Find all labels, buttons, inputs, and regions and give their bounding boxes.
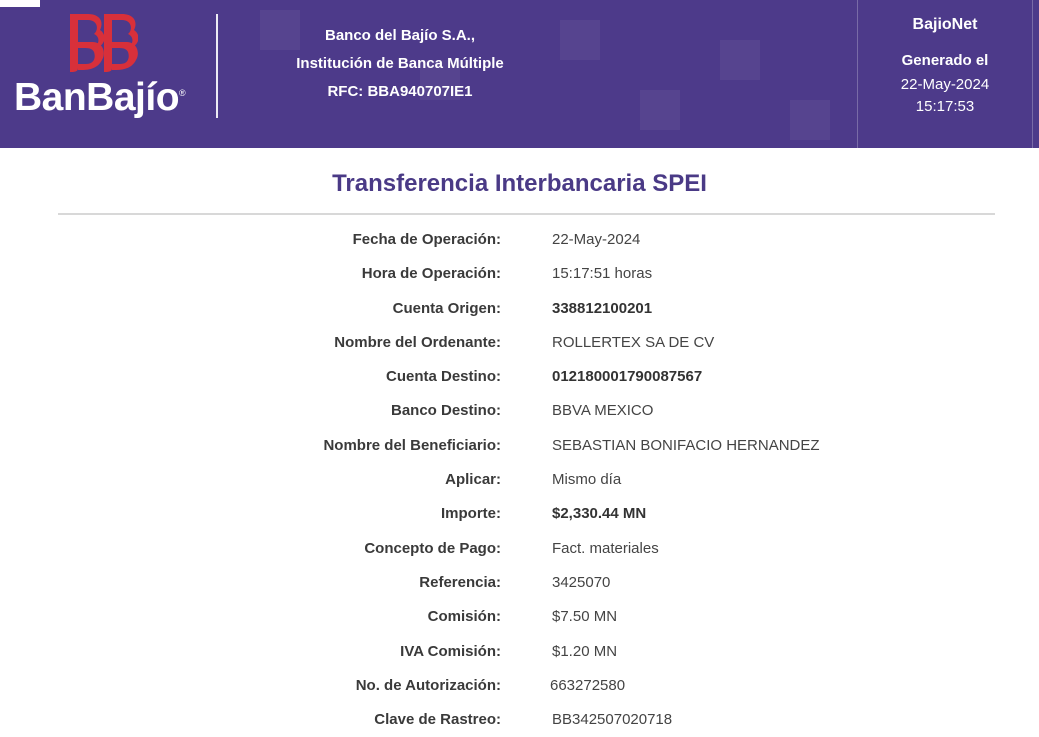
- field-value: BB342507020718: [552, 711, 673, 729]
- field-value: Mismo día: [552, 471, 622, 489]
- detail-row-ordenante: [0, 326, 1039, 360]
- field-value: 663272580: [550, 676, 626, 694]
- detail-row-importe: [0, 497, 1039, 531]
- detail-row-hora: [0, 257, 1039, 291]
- field-label: IVA Comisión:: [400, 642, 501, 660]
- banbajio-logo: [14, 12, 189, 122]
- field-label: Importe:: [441, 505, 501, 523]
- title-divider: [58, 213, 995, 215]
- field-value: $2,330.44 MN: [552, 505, 647, 523]
- detail-row-banco-destino: [0, 394, 1039, 428]
- service-name: BajioNet: [912, 16, 978, 33]
- bg-tile: [720, 40, 760, 80]
- header-banner: [0, 0, 1039, 148]
- detail-row-fecha: [0, 223, 1039, 257]
- generated-date: 22-May-2024: [900, 76, 990, 93]
- bg-tile: [640, 90, 680, 130]
- field-label: Aplicar:: [445, 471, 501, 489]
- detail-row-referencia: [0, 566, 1039, 600]
- field-label: Clave de Rastreo:: [374, 711, 501, 729]
- field-value: BBVA MEXICO: [552, 402, 654, 420]
- field-value: ROLLERTEX SA DE CV: [552, 333, 715, 351]
- detail-row-iva-comision: [0, 635, 1039, 669]
- field-value: $1.20 MN: [552, 642, 618, 660]
- field-label: Cuenta Destino:: [385, 368, 501, 386]
- field-label: Banco Destino:: [390, 402, 501, 420]
- field-value: 22-May-2024: [552, 231, 641, 248]
- bb-monogram-icon: [66, 12, 138, 74]
- detail-row-cuenta-destino: [0, 360, 1039, 394]
- field-value: Fact. materiales: [552, 539, 659, 557]
- field-value: 15:17:51 horas: [552, 265, 653, 283]
- corner-notch: [0, 0, 40, 7]
- field-label: Cuenta Origen:: [392, 299, 501, 317]
- detail-row-comision: [0, 600, 1039, 634]
- detail-row-aplicar: [0, 463, 1039, 497]
- bg-tile: [790, 100, 830, 140]
- brand-name: BanBajío®: [14, 76, 186, 119]
- bank-type: Institución de Banca Múltiple: [296, 55, 504, 72]
- bank-legal-name: Banco del Bajío S.A.,: [324, 27, 476, 44]
- field-label: Concepto de Pago:: [364, 539, 501, 557]
- header-divider: [216, 14, 218, 118]
- field-value: SEBASTIAN BONIFACIO HERNANDEZ: [552, 436, 820, 454]
- bank-rfc: RFC: BBA940707IE1: [327, 83, 473, 100]
- generated-time: 15:17:53: [915, 98, 975, 115]
- generated-label: Generado el: [901, 52, 989, 69]
- bg-tile: [560, 20, 600, 60]
- field-value: 012180001790087567: [552, 368, 703, 386]
- bank-info: [270, 22, 530, 106]
- field-label: Fecha de Operación:: [352, 231, 501, 248]
- field-label: No. de Autorización:: [355, 676, 501, 694]
- field-label: Nombre del Beneficiario:: [323, 436, 501, 454]
- field-value: $7.50 MN: [552, 608, 618, 626]
- detail-row-concepto: [0, 532, 1039, 566]
- generated-panel: [857, 0, 1033, 148]
- field-value: 338812100201: [552, 299, 653, 317]
- detail-row-cuenta-origen: [0, 292, 1039, 326]
- field-label: Hora de Operación:: [361, 265, 501, 283]
- detail-row-clave-rastreo: [0, 703, 1039, 737]
- detail-row-autorizacion: [0, 669, 1039, 703]
- transfer-details: [0, 223, 1039, 737]
- field-label: Referencia:: [419, 573, 501, 591]
- detail-row-beneficiario: [0, 429, 1039, 463]
- field-label: Comisión:: [427, 608, 501, 626]
- field-value: 3425070: [552, 573, 611, 591]
- field-label: Nombre del Ordenante:: [334, 333, 501, 351]
- page-title: Transferencia Interbancaria SPEI: [332, 170, 707, 197]
